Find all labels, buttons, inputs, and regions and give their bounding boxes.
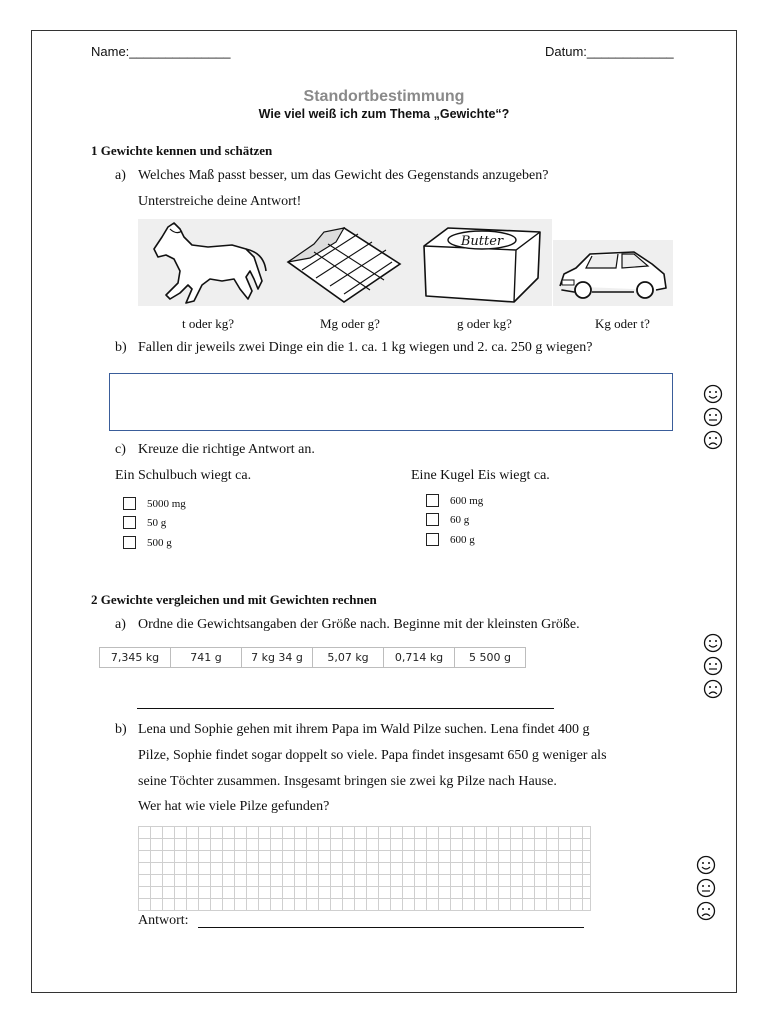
question-2b-line-2: Pilze, Sophie findet sogar doppelt so viele. Papa findet insgesamt 650 g weniger als bbox=[138, 748, 607, 763]
chocolate-icon bbox=[284, 222, 406, 306]
happy-face-icon[interactable] bbox=[703, 633, 723, 653]
sad-face-icon[interactable] bbox=[696, 901, 716, 921]
schoolbook-option-2: 50 g bbox=[147, 517, 167, 529]
question-1c-marker: c) bbox=[115, 442, 126, 457]
page-title: Standortbestimmung bbox=[303, 88, 465, 105]
icecream-checkbox-3[interactable] bbox=[426, 533, 439, 546]
question-2b-marker: b) bbox=[115, 722, 127, 737]
weight-card: 7 kg 34 g bbox=[242, 648, 313, 667]
calculation-grid[interactable] bbox=[138, 826, 591, 911]
car-icon bbox=[556, 244, 670, 304]
answer-box-1b[interactable] bbox=[109, 373, 673, 431]
weights-table bbox=[99, 647, 526, 668]
answer-label: Antwort: bbox=[138, 913, 189, 928]
horse-icon bbox=[140, 219, 268, 307]
question-2b-line-1: Lena und Sophie gehen mit ihrem Papa im Wald Pilze suchen. Lena findet 400 g bbox=[138, 722, 590, 737]
schoolbook-option-3: 500 g bbox=[147, 537, 172, 549]
option-car[interactable]: Kg oder t? bbox=[595, 316, 650, 331]
weight-card: 741 g bbox=[171, 648, 242, 667]
schoolbook-option-1: 5000 mg bbox=[147, 498, 186, 510]
sad-face-icon[interactable] bbox=[703, 679, 723, 699]
weight-card: 5 500 g bbox=[469, 651, 511, 664]
question-2a-text: Ordne die Gewichtsangaben der Größe nach. Beginne mit der kleinsten Größe. bbox=[138, 617, 580, 632]
question-2b-line-4: Wer hat wie viele Pilze gefunden? bbox=[138, 799, 330, 814]
question-1c-text: Kreuze die richtige Antwort an. bbox=[138, 442, 315, 457]
question-1b-marker: b) bbox=[115, 340, 127, 355]
happy-face-icon[interactable] bbox=[703, 384, 723, 404]
happy-face-icon[interactable] bbox=[696, 855, 716, 875]
neutral-face-icon[interactable] bbox=[696, 878, 716, 898]
neutral-face-icon[interactable] bbox=[703, 656, 723, 676]
weight-card: 7,345 kg bbox=[100, 648, 171, 667]
question-2b-line-3: seine Töchter zusammen. Insgesamt bringen sie zwei kg Pilze nach Hause. bbox=[138, 774, 557, 789]
butter-label: Butter bbox=[460, 234, 504, 249]
neutral-face-icon[interactable] bbox=[703, 407, 723, 427]
answer-line[interactable] bbox=[198, 927, 584, 928]
date-field[interactable]: Datum:____________ bbox=[545, 44, 674, 59]
page-subtitle: Wie viel weiß ich zum Thema „Gewichte“? bbox=[258, 107, 510, 121]
icecream-option-1: 600 mg bbox=[450, 495, 484, 507]
option-horse[interactable]: t oder kg? bbox=[182, 316, 234, 331]
weight-card: 0,714 kg bbox=[384, 648, 455, 667]
question-1a-text: Welches Maß passt besser, um das Gewicht des Gegenstands anzugeben? bbox=[138, 168, 549, 183]
section2-heading: 2 Gewichte vergleichen und mit Gewichten rechnen bbox=[91, 592, 377, 607]
schoolbook-label: Ein Schulbuch wiegt ca. bbox=[115, 468, 252, 483]
icecream-label: Eine Kugel Eis wiegt ca. bbox=[411, 468, 550, 483]
section1-heading: 1 Gewichte kennen und schätzen bbox=[91, 143, 273, 158]
option-chocolate[interactable]: Mg oder g? bbox=[320, 316, 380, 331]
icecream-option-3: 600 g bbox=[450, 534, 475, 546]
icecream-option-2: 60 g bbox=[450, 514, 470, 526]
schoolbook-checkbox-2[interactable] bbox=[123, 516, 136, 529]
icecream-checkbox-1[interactable] bbox=[426, 494, 439, 507]
question-2a-marker: a) bbox=[115, 617, 126, 632]
name-field[interactable]: Name:______________ bbox=[91, 44, 231, 59]
butter-icon bbox=[418, 222, 544, 306]
schoolbook-checkbox-3[interactable] bbox=[123, 536, 136, 549]
option-butter[interactable]: g oder kg? bbox=[457, 316, 512, 331]
sad-face-icon[interactable] bbox=[703, 430, 723, 450]
question-1b-text: Fallen dir jeweils zwei Dinge ein die 1. ca. 1 kg wiegen und 2. ca. 250 g wiegen? bbox=[138, 340, 593, 355]
question-1a-marker: a) bbox=[115, 168, 126, 183]
icecream-checkbox-2[interactable] bbox=[426, 513, 439, 526]
schoolbook-checkbox-1[interactable] bbox=[123, 497, 136, 510]
question-1a-instruction: Unterstreiche deine Antwort! bbox=[138, 194, 302, 209]
weight-card: 5,07 kg bbox=[313, 648, 384, 667]
ordering-answer-line[interactable] bbox=[137, 708, 554, 709]
